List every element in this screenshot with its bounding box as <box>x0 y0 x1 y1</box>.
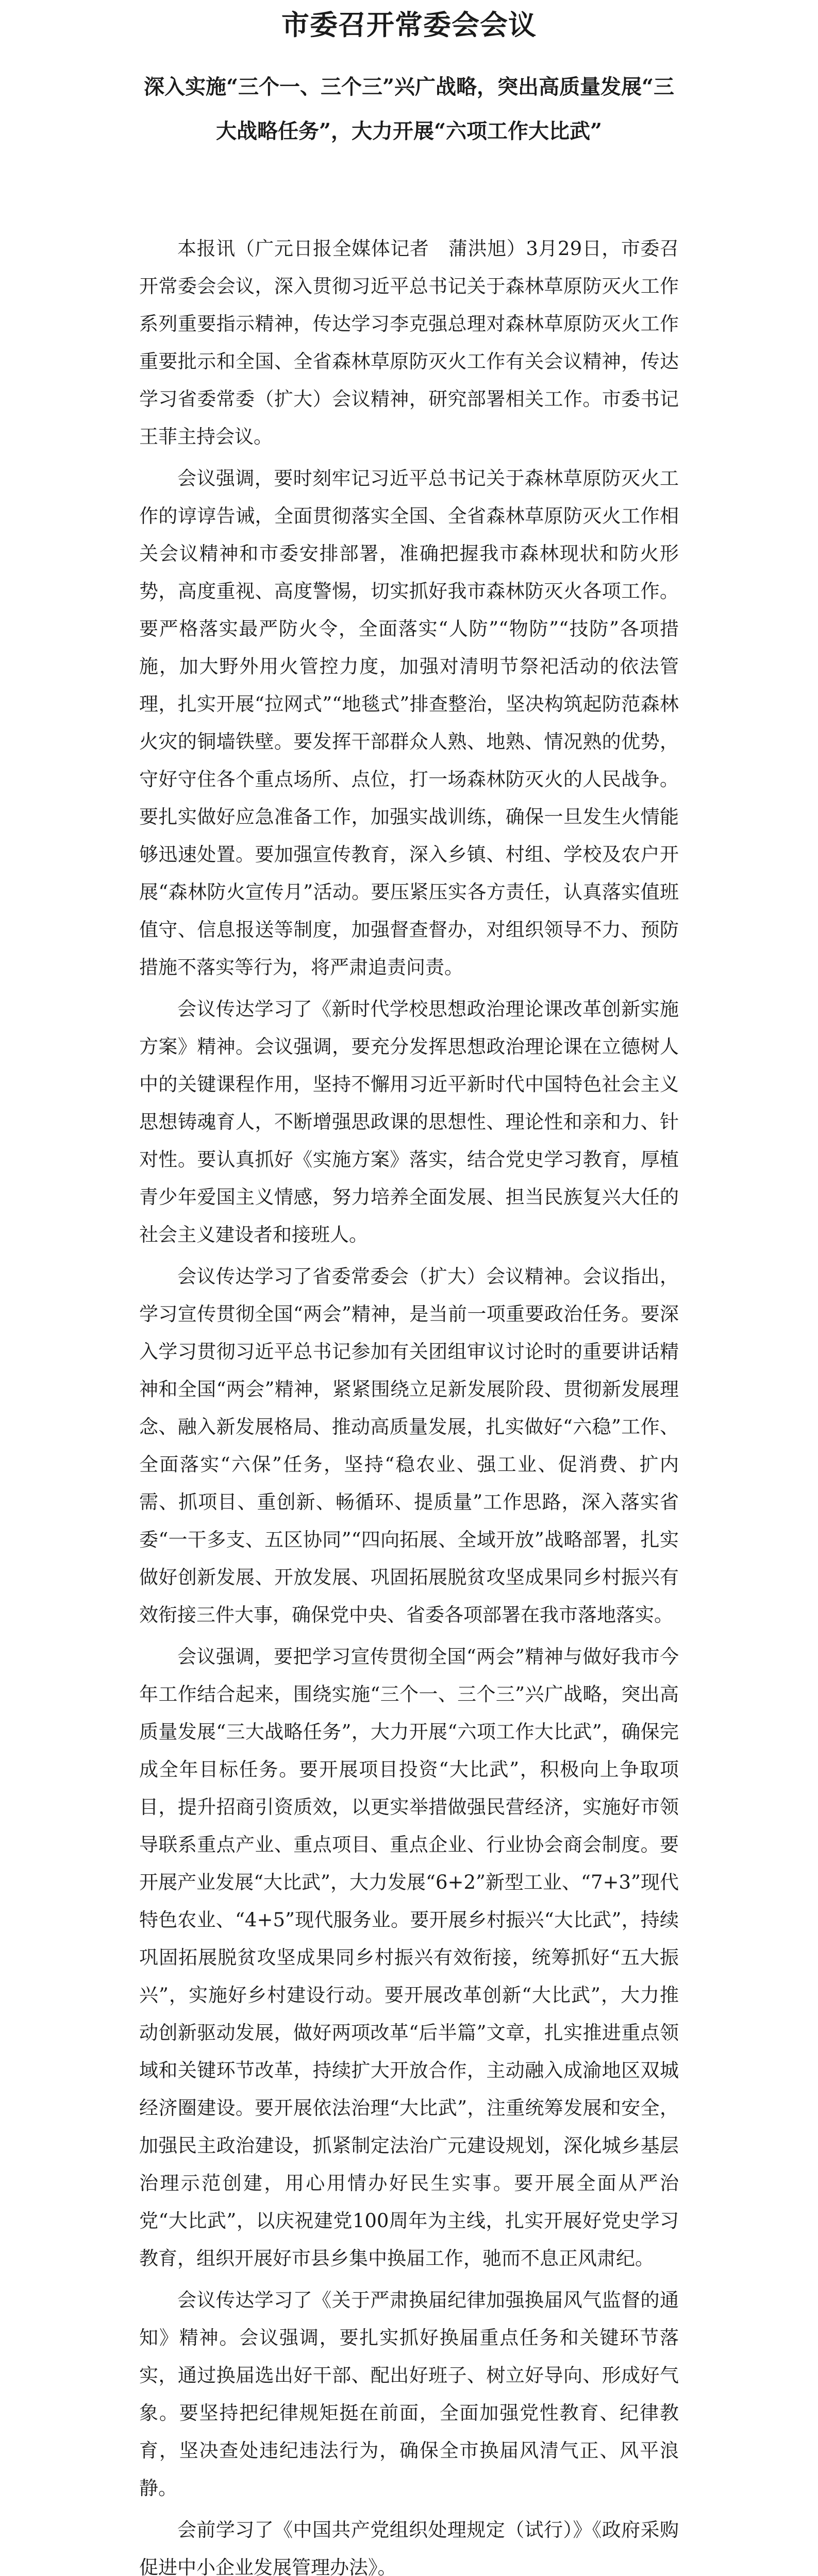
article-paragraph: 会议传达学习了《新时代学校思想政治理论课改革创新实施方案》精神。会议强调，要充分发挥思想政治理论课在立德树人中的关键课程作用，坚持不懈用习近平新时代中国特色社会主义思想铸魂育人，不断增强思政课的思想性、理论性和亲和力、针对性。要认真抓好《实施方案》落实，结合党史学习教育，厚植青少年爱国主义情感，努力培养全面发展、担当民族复兴大任的社会主义建设者和接班人。 <box>139 998 679 1246</box>
article-body <box>139 230 679 2576</box>
article-paragraph: 会前学习了《中国共产党组织处理规定（试行）》《政府采购促进中小企业发展管理办法》。 <box>139 2519 679 2576</box>
article-paragraph: 本报讯（广元日报全媒体记者 蒲洪旭）3月29日，市委召开常委会会议，深入贯彻习近平总书记关于森林草原防灭火工作系列重要指示精神，传达学习李克强总理对森林草原防灭火工作重要批示和全国、全省森林草原防灭火工作有关会议精神，传达学习省委常委（扩大）会议精神，研究部署相关工作。市委书记王菲主持会议。 <box>139 238 679 448</box>
article-subtitle: 深入实施“三个一、三个三”兴广战略，突出高质量发展“三大战略任务”，大力开展“六项工作大比武” <box>143 75 675 143</box>
article-paragraph: 会议强调，要时刻牢记习近平总书记关于森林草原防灭火工作的谆谆告诫，全面贯彻落实全国、全省森林草原防灭火工作相关会议精神和市委安排部署，准确把握我市森林现状和防火形势，高度重视、高度警惕，切实抓好我市森林防灭火各项工作。要严格落实最严防火令，全面落实“人防”“物防”“技防”各项措施，加大野外用火管控力度，加强对清明节祭祀活动的依法管理，扎实开展“拉网式”“地毯式”排查整治，坚决构筑起防范森林火灾的铜墙铁壁。要发挥干部群众人熟、地熟、情况熟的优势，守好守住各个重点场所、点位，打一场森林防灭火的人民战争。要扎实做好应急准备工作，加强实战训练，确保一旦发生火情能够迅速处置。要加强宣传教育，深入乡镇、村组、学校及农户开展“森林防火宣传月”活动。要压紧压实各方责任，认真落实值班值守、信息报送等制度，加强督查督办，对组织领导不力、预防措施不落实等行为，将严肃追责问责。 <box>139 467 679 978</box>
article-paragraph: 会议传达学习了省委常委会（扩大）会议精神。会议指出，学习宣传贯彻全国“两会”精神，是当前一项重要政治任务。要深入学习贯彻习近平总书记参加有关团组审议讨论时的重要讲话精神和全国“两会”精神，紧紧围绕立足新发展阶段、贯彻新发展理念、融入新发展格局、推动高质量发展，扎实做好“六稳”工作、全面落实“六保”任务，坚持“稳农业、强工业、促消费、扩内需、抓项目、重创新、畅循环、提质量”工作思路，深入落实省委“一干多支、五区协同”“四向拓展、全域开放”战略部署，扎实做好创新发展、开放发展、巩固拓展脱贫攻坚成果同乡村振兴有效衔接三件大事，确保党中央、省委各项部署在我市落地落实。 <box>139 1265 679 1626</box>
article-paragraph: 会议强调，要把学习宣传贯彻全国“两会”精神与做好我市今年工作结合起来，围绕实施“三个一、三个三”兴广战略，突出高质量发展“三大战略任务”，大力开展“六项工作大比武”，确保完成全年目标任务。要开展项目投资“大比武”，积极向上争取项目，提升招商引资质效，以更实举措做强民营经济，实施好市领导联系重点产业、重点项目、重点企业、行业协会商会制度。要开展产业发展“大比武”，大力发展“6+2”新型工业、“7+3”现代特色农业、“4+5”现代服务业。要开展乡村振兴“大比武”，持续巩固拓展脱贫攻坚成果同乡村振兴有效衔接，统筹抓好“五大振兴”，实施好乡村建设行动。要开展改革创新“大比武”，大力推动创新驱动发展，做好两项改革“后半篇”文章，扎实推进重点领域和关键环节改革，持续扩大开放合作，主动融入成渝地区双城经济圈建设。要开展依法治理“大比武”，注重统筹发展和安全，加强民主政治建设，抓紧制定法治广元建设规划，深化城乡基层治理示范创建，用心用情办好民生实事。要开展全面从严治党“大比武”，以庆祝建党100周年为主线，扎实开展好党史学习教育，组织开展好市县乡集中换届工作，驰而不息正风肃纪。 <box>139 1646 679 2269</box>
article-title: 市委召开常委会会议 <box>281 8 537 41</box>
article-paragraph: 会议传达学习了《关于严肃换届纪律加强换届风气监督的通知》精神。会议强调，要扎实抓好换届重点任务和关键环节落实，通过换届选出好干部、配出好班子、树立好导向、形成好气象。要坚持把纪律规矩挺在前面，全面加强党性教育、纪律教育，坚决查处违纪违法行为，确保全市换届风清气正、风平浪静。 <box>139 2289 679 2499</box>
